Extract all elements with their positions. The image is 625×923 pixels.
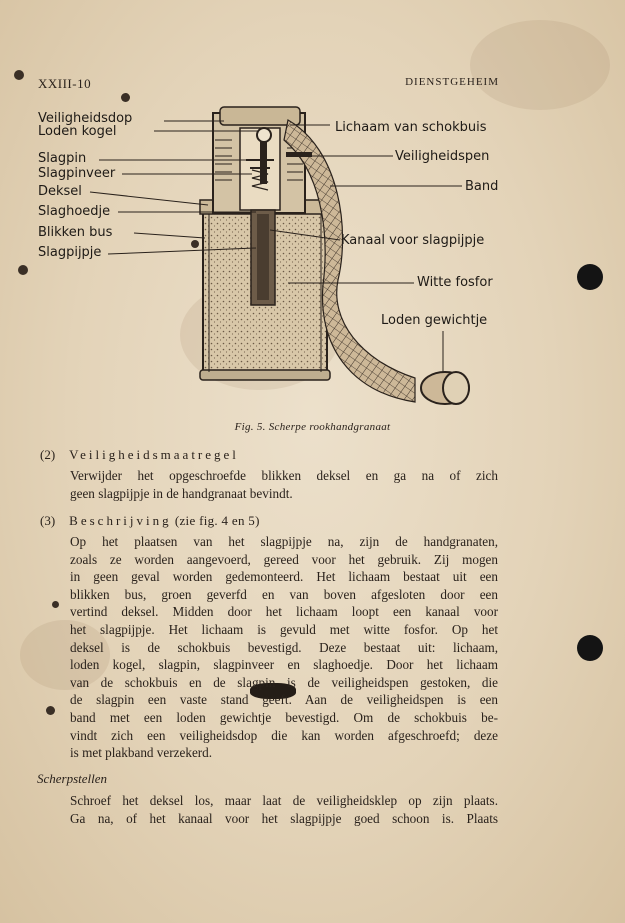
label-kanaal-voor-slagpijpje: Kanaal voor slagpijpje [341,233,485,248]
can-rim [200,370,330,380]
section-body [70,467,498,502]
body-line: Ga na, of het kanaal voor het slagpijpje goed schoon is. Plaats [70,810,498,826]
body-line: Op het plaatsen van het slagpijpje na, zijn de handgranaten, [70,534,498,549]
body-line: geen slagpijpje in de handgranaat bevindt. [70,485,293,501]
body-line: vindt zich een veiligheidsdop die kan worden afgeschroefd; deze [70,727,498,743]
body-line: Schroef het deksel los, maar laat de veiligheidsklep op zijn plaats. [70,793,498,808]
body-line: het slagpijpje. Het lichaam is gevuld met witte fosfor. Op het [70,621,498,637]
figure-reference: (zie fig. 4 en 5) [174,513,260,528]
body-line: blikken bus, groen geverfd en van boven afgesloten door een [70,586,498,602]
classification-mark: DIENSTGEHEIM [405,76,499,88]
subheading-scherpstellen: Scherpstellen [37,771,108,786]
label-band: Band [465,179,499,194]
ink-spot [46,706,55,715]
punch-hole-bottom [577,635,603,661]
body-line: is met plakband verzekerd. [70,745,213,761]
label-veiligheidspen: Veiligheidspen [395,149,490,164]
figure-caption: Fig. 5. Scherpe rookhandgranaat [234,421,391,433]
label-loden-gewichtje: Loden gewichtje [381,313,488,328]
lead-ball [257,128,271,142]
body-line: Verwijder het opgeschroefde blikken deksel en ga na of zich [70,468,498,483]
body-line: in geen geval worden gedemonteerd. Het lichaam bestaat uit een [70,569,498,585]
body-line: vertind deksel. Midden door het lichaam loopt een kanaal voor [70,604,498,620]
body-line: band met een loden gewichtje bevestigd. Om de schokbuis be- [70,709,498,725]
section-body [70,533,498,762]
label-witte-fosfor: Witte fosfor [417,275,493,290]
section-heading-veiligheidsmaatregel [40,447,239,463]
page-number: XXIII-10 [38,76,92,91]
section-body [70,792,498,827]
label-slagpinveer: Slagpinveer [38,166,116,181]
body-line: van de schokbuis en de slagpin is de veiligheidspen gestoken, die [70,674,498,690]
body-line: de slagpin een vaste stand geeft. Aan de veiligheidspen is een [70,692,498,708]
section-title: Beschrijving [69,513,172,528]
label-slagpijpje: Slagpijpje [38,245,102,260]
section-title: Veiligheidsmaatregel [69,447,239,462]
label-slagpin: Slagpin [38,151,87,166]
firing-pin [260,142,267,184]
body-line: loden kogel, slagpin, slagpinveer en slaghoedje. Door het lichaam [70,657,498,673]
label-deksel: Deksel [38,184,82,199]
grenade-figure [0,0,625,440]
label-loden-kogel: Loden kogel [38,124,117,139]
label-veiligheidsdop: Veiligheidsdop [38,111,133,126]
ink-spot [52,601,59,608]
label-slaghoedje: Slaghoedje [38,204,111,219]
section-number: (2) [40,447,56,462]
body-line: deksel is de schokbuis bevestigd. Deze bestaat uit: lichaam, [70,639,498,655]
body-line: zoals ze worden aangevoerd, gereed voor het gebruik. Zij mogen [70,551,498,567]
section-number: (3) [40,513,56,528]
section-heading-beschrijving [40,513,260,529]
label-blikken-bus: Blikken bus [38,225,113,240]
label-lichaam-van-schokbuis: Lichaam van schokbuis [335,120,487,135]
